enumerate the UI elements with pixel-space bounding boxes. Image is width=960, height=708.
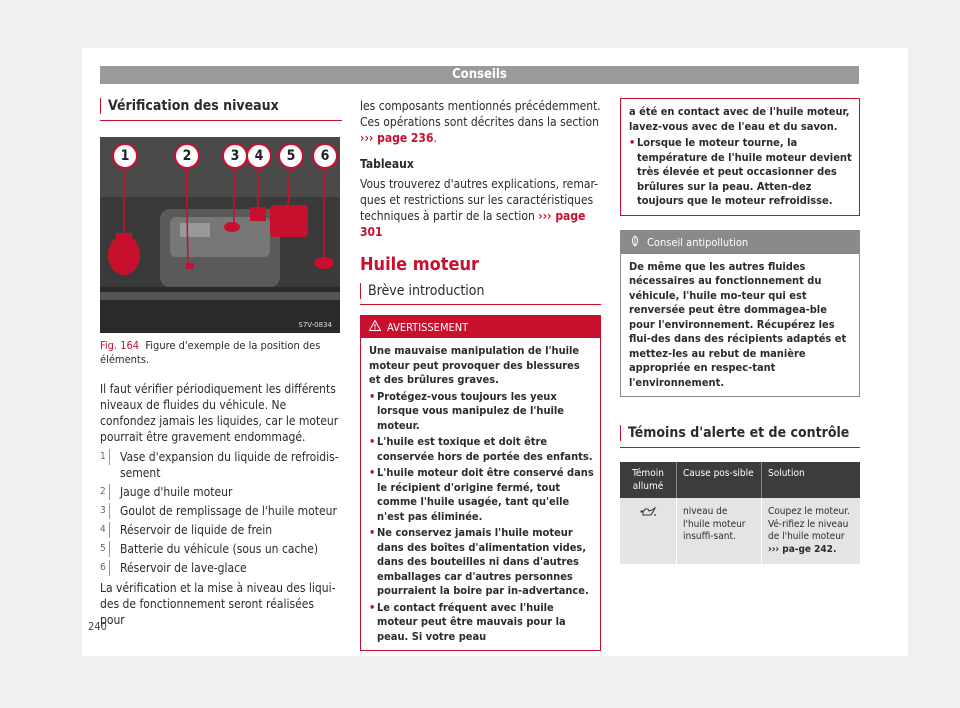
list-item-number: 2: [100, 484, 110, 500]
warning-box: [360, 315, 601, 651]
continued-paragraph: les composants mentionnés précédemment. Ces opérations sont décrites dans la section ››› page 236.: [360, 99, 601, 145]
list-item: [100, 449, 342, 481]
list-item: [100, 522, 342, 538]
closing-paragraph: La vérification et la mise à niveau des liqui-des de fonctionnement seront réalisées pour: [100, 581, 336, 627]
column-left: [100, 98, 342, 628]
callout-badge-2: 2: [174, 143, 200, 169]
table-cell-cause: niveau de l'huile moteur insuffi-sant.: [677, 498, 762, 564]
warning-lights-table: [620, 462, 860, 564]
figure-code: S7V-0834: [298, 321, 332, 329]
warning-triangle-icon: [369, 320, 381, 334]
list-item: [100, 541, 342, 557]
continued-text: les composants mentionnés précédemment. Ces opérations sont décrites dans la section: [360, 99, 601, 129]
eco-tip-box: [620, 230, 860, 398]
table-cell-icon: [620, 498, 677, 564]
warning-bullet: • L'huile moteur doit être conservé dans le récipient d'origine fermé, tout comme l'huile usagée, tant qu'elle n'est pas éliminée.: [369, 466, 594, 523]
heading-huile-moteur: Huile moteur: [360, 254, 480, 275]
list-item-text: Réservoir de liquide de frein: [120, 523, 273, 537]
table-row: [620, 498, 860, 564]
list-item-number: 4: [100, 522, 110, 538]
tableaux-paragraph: [360, 176, 601, 240]
callout-badge-6: 6: [312, 143, 338, 169]
solution-text: Coupez le moteur. Vé-rifiez le niveau de l'huile moteur: [768, 506, 850, 542]
list-item-text: Batterie du véhicule (sous un cache): [120, 542, 319, 556]
list-item-text: Goulot de remplissage de l'huile moteur: [120, 504, 337, 518]
list-item-text: Réservoir de lave-glace: [120, 561, 247, 575]
list-item-text: Vase d'expansion du liquide de refroidis-sement: [120, 450, 339, 480]
warning-continued-text: a été en contact avec de l'huile moteur, lavez-vous avec de l'eau et du savon.: [629, 105, 850, 133]
table-header: Cause pos-sible: [677, 462, 762, 498]
warning-bullet: • L'huile est toxique et doit être conservée hors de portée des enfants.: [369, 435, 593, 463]
page-reference-link[interactable]: ››› page 236: [360, 131, 434, 145]
list-item-number: 5: [100, 541, 110, 557]
warning-header: [361, 316, 600, 338]
component-list: [100, 449, 342, 576]
warning-box-continued: [620, 98, 860, 216]
warning-lead: Une mauvaise manipulation de l'huile moteur peut provoquer des blessures et des brûlures graves.: [369, 344, 580, 386]
column-middle: [360, 98, 601, 651]
page-reference-link[interactable]: ››› page 301: [360, 209, 586, 239]
figure-caption-text: Figure d'exemple de la position des éléments.: [100, 339, 321, 366]
engine-bay-illustration: [100, 137, 340, 333]
list-item-number: 1: [100, 449, 110, 465]
engine-figure: [100, 137, 340, 333]
table-header: Témoin allumé: [620, 462, 677, 498]
page-reference-link[interactable]: ››› pa-ge 242.: [768, 543, 837, 555]
list-item-text: Jauge d'huile moteur: [120, 485, 233, 499]
tableaux-text: Vous trouverez d'autres explications, remar-ques et restrictions sur les caractéristiques techniques à partir de la section: [360, 177, 599, 223]
list-item: [100, 503, 342, 519]
list-item: [100, 484, 342, 500]
table-cell-solution: [762, 498, 861, 564]
list-item: [100, 560, 342, 576]
warning-body: [361, 338, 600, 650]
page-number: 240: [88, 620, 107, 633]
warning-bullet: • Protégez-vous toujours les yeux lorsque vous manipulez de l'huile moteur.: [369, 389, 564, 432]
table-header: Solution: [762, 462, 861, 498]
intro-paragraph: Il faut vérifier périodiquement les différents niveaux de fluides du véhicule. Ne confondez jamais les liquides, car le moteur pourrait être gravement endommagé.: [100, 382, 339, 444]
eco-tip-title: Conseil antipollution: [647, 235, 749, 249]
table-section-title: Témoins d'alerte et de contrôle: [620, 425, 860, 448]
leaf-icon: [629, 235, 641, 250]
section-title: Vérification des niveaux: [100, 98, 342, 121]
callout-badge-3: 3: [222, 143, 248, 169]
list-item-number: 6: [100, 560, 110, 576]
subheading: Brève introduction: [360, 283, 601, 305]
figure-label: Fig. 164: [100, 339, 140, 352]
eco-tip-text: De même que les autres fluides nécessaires au fonctionnement du véhicule, l'huile mo-teur qui est renversée peut être dommagea-ble pour l'environnement. Récupérez les flui-des dans des récipients adaptés et mettez-les au rebut de manière appropriée en respec-tant l'environnement.: [629, 259, 847, 389]
warning-bullet: • Le contact fréquent avec l'huile moteur peut être mauvais pour la peau. Si votre peau: [369, 600, 566, 643]
eco-tip-header: [621, 231, 859, 254]
tableaux-title: Tableaux: [360, 157, 414, 171]
callout-badge-4: 4: [246, 143, 272, 169]
warning-bullet: • Lorsque le moteur tourne, la température de l'huile moteur devient très élevée et peut occasionner des brûlures sur la peau. Atten-dez toujours que le moteur refroidisse.: [629, 136, 852, 207]
warning-title: AVERTISSEMENT: [387, 320, 469, 334]
callout-badge-1: 1: [112, 143, 138, 169]
oil-can-icon: [639, 510, 657, 521]
callout-badge-5: 5: [278, 143, 304, 169]
figure-caption: [100, 339, 342, 367]
warning-continued-body: [621, 99, 859, 215]
page-header: Conseils: [100, 66, 859, 84]
list-item-number: 3: [100, 503, 110, 519]
warning-bullet: • Ne conservez jamais l'huile moteur dans des boîtes d'alimentation vides, dans des bouteilles ni dans d'autres emballages car d'autres personnes pourraient la boire par in-advertance.: [369, 526, 589, 597]
column-right: [620, 98, 860, 564]
